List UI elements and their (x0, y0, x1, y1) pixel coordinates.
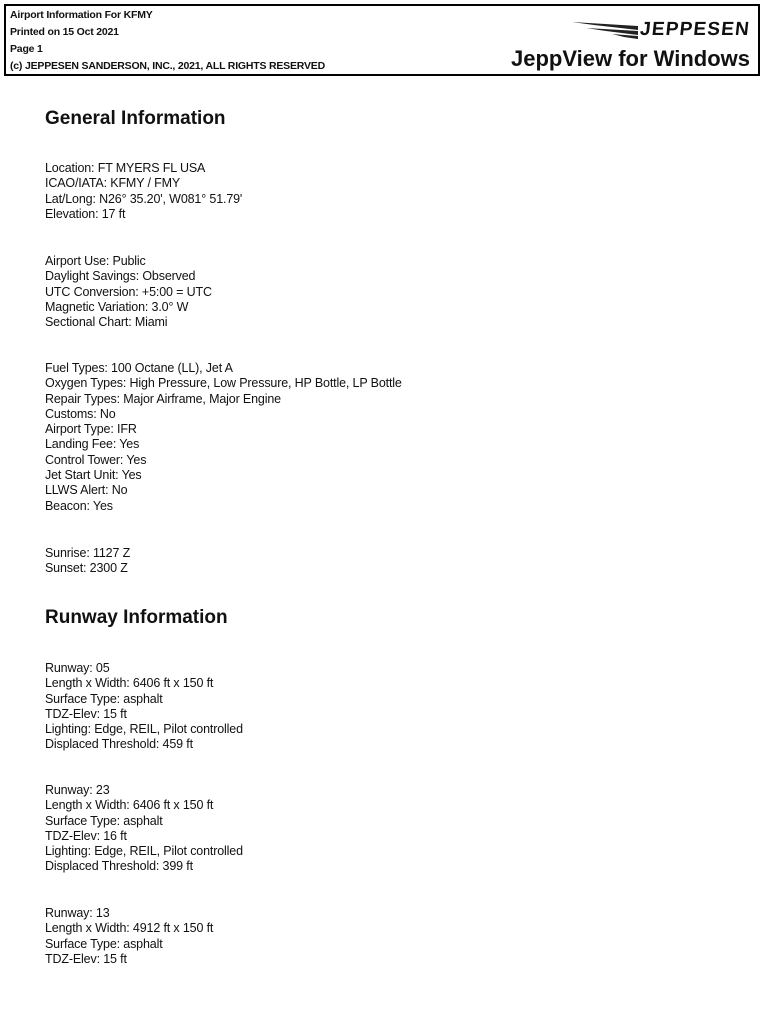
airport-use-line: Airport Use: Public (45, 254, 146, 268)
jet-start-unit-line: Jet Start Unit: Yes (45, 468, 142, 483)
page-header (4, 4, 760, 76)
runway-05-block (45, 661, 243, 753)
displaced-threshold-line: Displaced Threshold: 459 ft (45, 737, 193, 752)
header-title: Airport Information For KFMY (10, 9, 153, 21)
header-print-date: Printed on 15 Oct 2021 (10, 26, 119, 38)
header-copyright: (c) JEPPESEN SANDERSON, INC., 2021, ALL RIGHTS RESERVED (10, 60, 325, 72)
sectional-chart-line: Sectional Chart: Miami (45, 315, 168, 330)
runway-23-block (45, 783, 243, 875)
runway-13-block (45, 906, 213, 967)
length-width-line: Length x Width: 4912 ft x 150 ft (45, 921, 214, 936)
llws-alert-line: LLWS Alert: No (45, 483, 128, 498)
tdz-elev-line: TDZ-Elev: 15 ft (45, 951, 127, 966)
lighting-line: Lighting: Edge, REIL, Pilot controlled (45, 844, 243, 859)
fuel-types-line: Fuel Types: 100 Octane (LL), Jet A (45, 361, 233, 375)
sunrise-line: Sunrise: 1127 Z (45, 546, 131, 560)
length-width-line: Length x Width: 6406 ft x 150 ft (45, 798, 214, 813)
jeppesen-swoosh-icon (572, 21, 638, 39)
displaced-threshold-line: Displaced Threshold: 399 ft (45, 859, 193, 874)
runway-id-line: Runway: 13 (45, 906, 110, 920)
jeppesen-logo-text: JEPPESEN (639, 19, 752, 40)
length-width-line: Length x Width: 6406 ft x 150 ft (45, 676, 214, 691)
landing-fee-line: Landing Fee: Yes (45, 437, 140, 452)
sun-block (45, 546, 130, 577)
elevation-line: Elevation: 17 ft (45, 206, 126, 221)
tdz-elev-line: TDZ-Elev: 16 ft (45, 828, 127, 843)
surface-type-line: Surface Type: asphalt (45, 691, 163, 706)
repair-types-line: Repair Types: Major Airframe, Major Engine (45, 391, 281, 406)
general-information-heading: General Information (45, 108, 226, 129)
control-tower-line: Control Tower: Yes (45, 452, 147, 467)
surface-type-line: Surface Type: asphalt (45, 936, 163, 951)
runway-id-line: Runway: 23 (45, 783, 110, 797)
facilities-block (45, 361, 402, 514)
surface-type-line: Surface Type: asphalt (45, 813, 163, 828)
jeppesen-logo (572, 19, 750, 41)
tdz-elev-line: TDZ-Elev: 15 ft (45, 706, 127, 721)
product-name: JeppView for Windows (511, 46, 750, 71)
location-block (45, 161, 242, 222)
header-page-number: Page 1 (10, 43, 43, 55)
customs-line: Customs: No (45, 406, 116, 421)
location-line: Location: FT MYERS FL USA (45, 161, 206, 175)
sunset-line: Sunset: 2300 Z (45, 561, 128, 576)
lat-long-line: Lat/Long: N26° 35.20', W081° 51.79' (45, 191, 243, 206)
airport-type-line: Airport Type: IFR (45, 422, 137, 437)
runway-information-heading: Runway Information (45, 607, 228, 628)
daylight-savings-line: Daylight Savings: Observed (45, 269, 196, 284)
lighting-line: Lighting: Edge, REIL, Pilot controlled (45, 722, 243, 737)
usage-block (45, 254, 212, 330)
utc-conversion-line: UTC Conversion: +5:00 = UTC (45, 284, 212, 299)
icao-iata-line: ICAO/IATA: KFMY / FMY (45, 176, 181, 191)
beacon-line: Beacon: Yes (45, 498, 113, 513)
magnetic-variation-line: Magnetic Variation: 3.0° W (45, 299, 189, 314)
oxygen-types-line: Oxygen Types: High Pressure, Low Pressure, HP Bottle, LP Bottle (45, 376, 402, 391)
runway-id-line: Runway: 05 (45, 661, 110, 675)
